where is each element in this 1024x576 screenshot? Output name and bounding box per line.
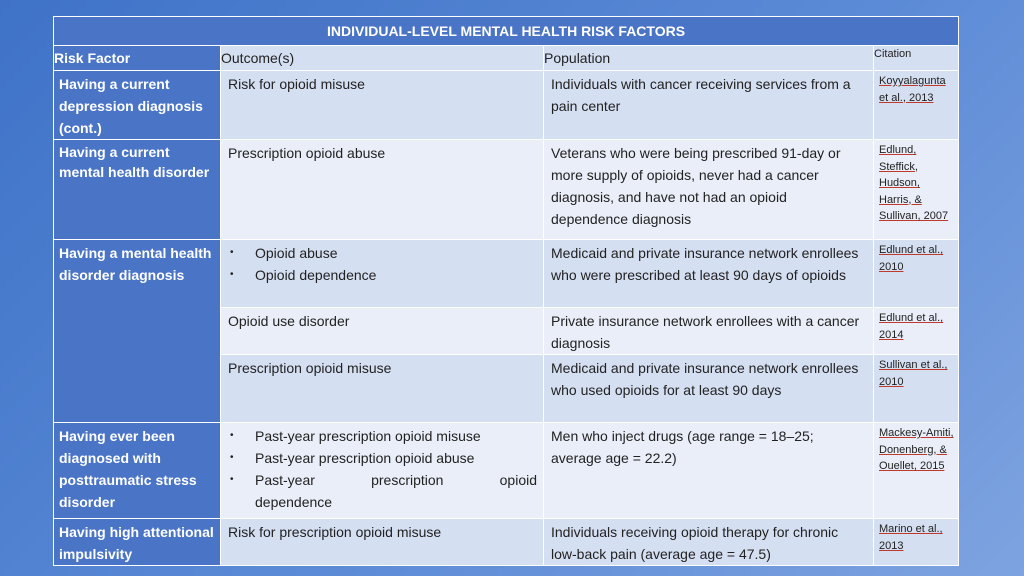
population-cell: Men who inject drugs (age range = 18–25; average age = 22.2) <box>544 423 874 519</box>
outcome-cell: Prescription opioid misuse <box>221 355 544 423</box>
outcome-cell: Risk for prescription opioid misuse <box>221 519 544 566</box>
table-row <box>54 423 959 519</box>
citation-link[interactable]: Sullivan et al., 2010 <box>879 359 948 388</box>
outcome-list <box>228 425 537 491</box>
table-title: INDIVIDUAL-LEVEL MENTAL HEALTH RISK FACTORS <box>54 17 959 46</box>
risk-factor-cell: Having high attentional impulsivity <box>54 519 221 566</box>
citation-link[interactable]: Edlund et al., 2014 <box>879 312 944 341</box>
citation-cell[interactable] <box>874 519 959 566</box>
outcome-list-item: • Past-year prescription opioid <box>228 469 537 491</box>
outcome-list <box>228 242 537 286</box>
outcome-list-item: • Opioid dependence <box>228 264 537 286</box>
citation-cell[interactable] <box>874 308 959 355</box>
outcome-cell <box>221 240 544 308</box>
header-risk-factor: Risk Factor <box>54 46 221 71</box>
citation-cell[interactable] <box>874 355 959 423</box>
population-cell: Medicaid and private insurance network enrollees who used opioids for at least 90 days <box>544 355 874 423</box>
risk-factor-cell: Having a current depression diagnosis (cont.) <box>54 71 221 140</box>
citation-cell[interactable] <box>874 423 959 519</box>
citation-link[interactable]: Edlund et al., 2010 <box>879 244 944 273</box>
outcome-list-item: • Past-year prescription opioid abuse <box>228 447 537 469</box>
outcome-list-item: • Opioid abuse <box>228 242 537 264</box>
outcome-cell <box>221 423 544 519</box>
table-row <box>54 240 959 308</box>
population-cell: Medicaid and private insurance network enrollees who were prescribed at least 90 days of opioids <box>544 240 874 308</box>
outcome-continuation: dependence <box>255 494 333 510</box>
citation-cell[interactable] <box>874 71 959 140</box>
population-cell: Private insurance network enrollees with a cancer diagnosis <box>544 308 874 355</box>
header-population: Population <box>544 46 874 71</box>
header-citation: Citation <box>874 46 959 71</box>
population-cell: Veterans who were being prescribed 91-day or more supply of opioids, never had a cancer diagnosis, and have not had an opioid dependence diagnosis <box>544 140 874 240</box>
citation-link[interactable]: Koyyalagunta et al., 2013 <box>879 75 946 104</box>
outcome-cell: Risk for opioid misuse <box>221 71 544 140</box>
table-row <box>54 519 959 566</box>
risk-factor-cell: Having ever been diagnosed with posttraumatic stress disorder <box>54 423 221 519</box>
citation-link[interactable]: Marino et al., 2013 <box>879 523 943 552</box>
citation-link[interactable]: Edlund, Steffick, Hudson, Harris, & Sullivan, 2007 <box>879 144 949 222</box>
citation-cell[interactable] <box>874 140 959 240</box>
outcome-cell: Opioid use disorder <box>221 308 544 355</box>
population-cell: Individuals receiving opioid therapy for chronic low-back pain (average age = 47.5) <box>544 519 874 566</box>
header-outcome: Outcome(s) <box>221 46 544 71</box>
population-cell: Individuals with cancer receiving services from a pain center <box>544 71 874 140</box>
risk-factors-table <box>53 16 959 566</box>
outcome-cell: Prescription opioid abuse <box>221 140 544 240</box>
risk-factor-cell: Having a mental health disorder diagnosis <box>54 240 221 423</box>
outcome-list-item: • Past-year prescription opioid misuse <box>228 425 537 447</box>
citation-cell[interactable] <box>874 240 959 308</box>
risk-factor-cell: Having a current mental health disorder <box>54 140 221 240</box>
table-row <box>54 71 959 140</box>
citation-link[interactable]: Mackesy-Amiti, Donenberg, & Ouellet, 2015 <box>879 427 954 472</box>
table-row <box>54 140 959 240</box>
